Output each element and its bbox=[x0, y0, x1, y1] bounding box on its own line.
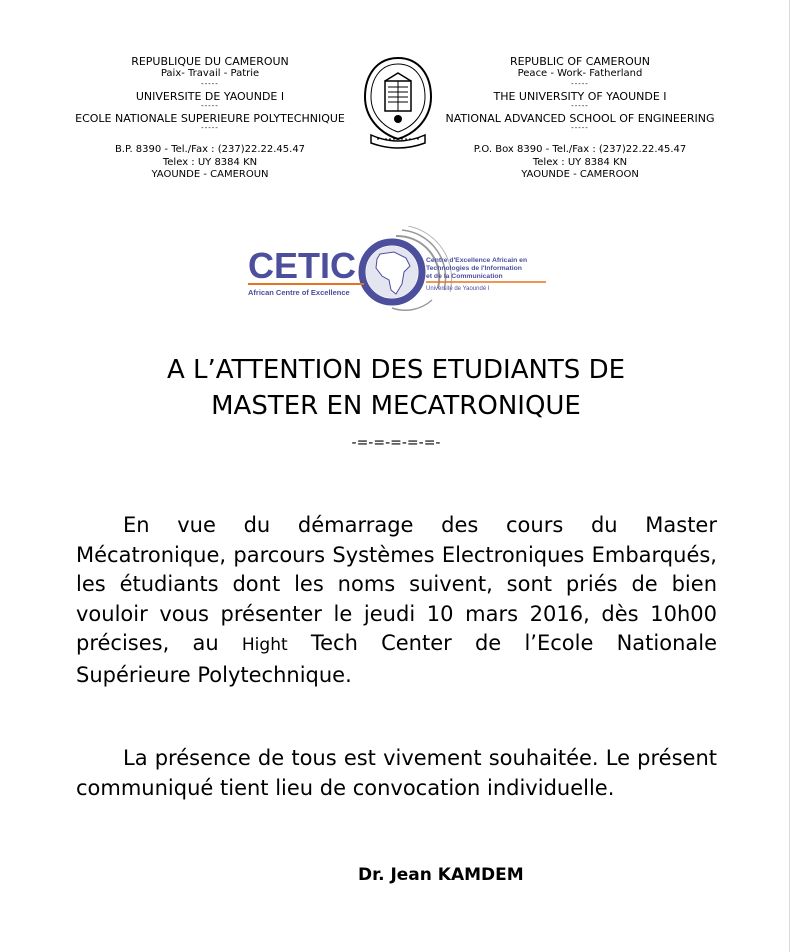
university-seal-icon bbox=[357, 55, 439, 153]
notice-title-line2: MASTER EN MECATRONIQUE bbox=[211, 391, 581, 421]
paragraph-1 bbox=[76, 511, 717, 690]
header-right-motto: Peace - Work- Fatherland bbox=[517, 68, 643, 80]
header-right-address: P.O. Box 8390 - Tel./Fax : (237)22.22.45.47 bbox=[473, 144, 687, 156]
logo-name-line2: Technologies de l'Information bbox=[426, 265, 522, 272]
header-left-university: UNIVERSITE DE YAOUNDE I bbox=[135, 89, 285, 103]
header-right-university: THE UNIVERSITY OF YAOUNDE I bbox=[493, 89, 667, 103]
header-right-divider-2: ----- bbox=[571, 102, 589, 110]
header-right-school: NATIONAL ADVANCED SCHOOL OF ENGINEERING bbox=[445, 112, 715, 125]
header-left-address: B.P. 8390 - Tel./Fax : (237)22.22.45.47 bbox=[114, 144, 306, 156]
notice-title-line1: A L’ATTENTION DES ETUDIANTS DE bbox=[166, 355, 626, 385]
header-right-divider: ----- bbox=[571, 79, 589, 88]
header-right bbox=[430, 55, 730, 181]
header-right-city: YAOUNDE - CAMEROON bbox=[521, 168, 639, 180]
logo-name-line3: et de la Communication bbox=[426, 273, 503, 280]
cetic-logo bbox=[246, 226, 566, 316]
header-left-divider: ----- bbox=[201, 79, 219, 88]
logo-tagline: African Centre of Excellence bbox=[248, 288, 350, 297]
header-right-divider-3: ----- bbox=[571, 124, 589, 133]
header-left-motto: Paix- Travail - Patrie bbox=[160, 68, 260, 80]
paragraph-1-text: En vue du démarrage des cours du Master Mécatronique, parcours Systèmes Electroniques Embarqués, les étudiants dont les noms suivent, sont priés de bien vouloir vous présenter le jeudi 10 mars 2016, dès 10h00 précises, au bbox=[76, 513, 717, 655]
title-divider: -=-=-=-=-=- bbox=[351, 436, 441, 450]
paragraph-1-hight: Hight bbox=[241, 635, 288, 655]
paragraph-2 bbox=[76, 744, 717, 803]
logo-acronym: CETIC bbox=[248, 245, 356, 286]
paragraph-2-text: La présence de tous est vivement souhaitée. Le présent communiqué tient lieu de convocation individuelle. bbox=[76, 746, 717, 800]
header-left-school: ECOLE NATIONALE SUPERIEURE POLYTECHNIQUE bbox=[75, 112, 345, 125]
header-left-city: YAOUNDE - CAMEROUN bbox=[151, 168, 269, 180]
header-left bbox=[60, 55, 360, 181]
header-right-telex: Telex : UY 8384 KN bbox=[532, 156, 628, 168]
page-edge bbox=[789, 0, 790, 952]
header-right-country: REPUBLIC OF CAMEROUN bbox=[509, 55, 651, 68]
header-left-divider-3: ----- bbox=[201, 124, 219, 133]
logo-name-line1: Centre d'Excellence Africain en bbox=[426, 257, 528, 264]
header-left-telex: Telex : UY 8384 KN bbox=[162, 156, 258, 168]
logo-university: Université de Yaoundé I bbox=[426, 286, 490, 292]
signature: Dr. Jean KAMDEM bbox=[358, 865, 524, 885]
paragraph-1-end: Tech Center de l’Ecole Nationale Supérieure Polytechnique. bbox=[76, 631, 718, 687]
header-left-divider-2: ----- bbox=[201, 102, 219, 110]
header-left-country: REPUBLIQUE DU CAMEROUN bbox=[131, 55, 289, 68]
notice-title bbox=[76, 352, 716, 424]
